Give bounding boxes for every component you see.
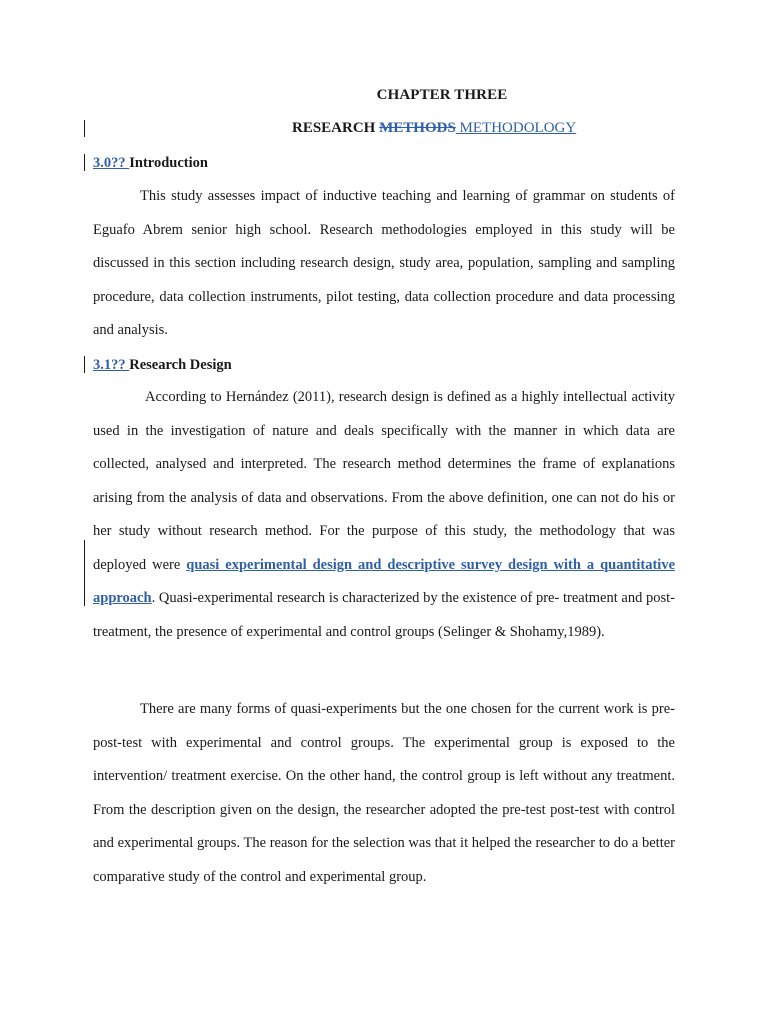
paragraph-research-design-1 xyxy=(93,381,675,649)
inserted-revision[interactable]: METHODOLOGY xyxy=(455,120,577,136)
inserted-revision[interactable]: quasi experimental design and descriptive survey design with a quantitative approach xyxy=(93,556,675,606)
paragraph-introduction: This study assesses impact of inductive teaching and learning of grammar on students of Eguafo Abrem senior high school. Research methodologies employed in this study will be discussed in this section including research design, study area, population, sampling and sampling procedure, data collection instruments, pilot testing, data collection procedure and data processing and analysis. xyxy=(93,188,675,338)
change-bar xyxy=(84,540,85,606)
section-number[interactable]: 3.1?? xyxy=(93,357,130,373)
section-heading-research-design xyxy=(93,357,232,374)
paragraph-text: . Quasi-experimental research is characterized by the existence of pre- treatment and post-treatment, the presence of experimental and control groups (Selinger & Shohamy,1989). xyxy=(93,590,675,640)
change-bar xyxy=(84,356,85,373)
change-bar xyxy=(84,154,85,171)
paragraph-text: According to Hernández (2011), research design is defined as a highly intellectual activity used in the investigation of nature and deals specifically with the manner in which data are collected, analysed and interpreted. The research method determines the frame of explanations arising from the analysis of data and observations. From the above definition, one can not do his or her study without research method. For the purpose of this study, the methodology that was deployed were xyxy=(93,389,675,573)
change-bar xyxy=(84,120,85,137)
section-title: Research Design xyxy=(129,357,232,373)
paragraph-research-design-2: There are many forms of quasi-experiments but the one chosen for the current work is pre-post-test with experimental and control groups. The experimental group is exposed to the intervention/ treatment exercise. On the other hand, the control group is left without any treatment. From the description given on the design, the researcher adopted the pre-test post-test with control and experimental groups. The reason for the selection was that it helped the researcher to do a better comparative study of the control and experimental group. xyxy=(93,701,675,885)
section-title: Introduction xyxy=(129,155,208,171)
research-heading xyxy=(292,120,576,137)
section-number[interactable]: 3.0?? xyxy=(93,155,130,171)
chapter-title: CHAPTER THREE xyxy=(376,87,508,103)
section-heading-introduction xyxy=(93,155,208,172)
deleted-revision[interactable]: METHODS xyxy=(379,120,456,136)
research-heading-prefix: RESEARCH xyxy=(292,120,380,136)
